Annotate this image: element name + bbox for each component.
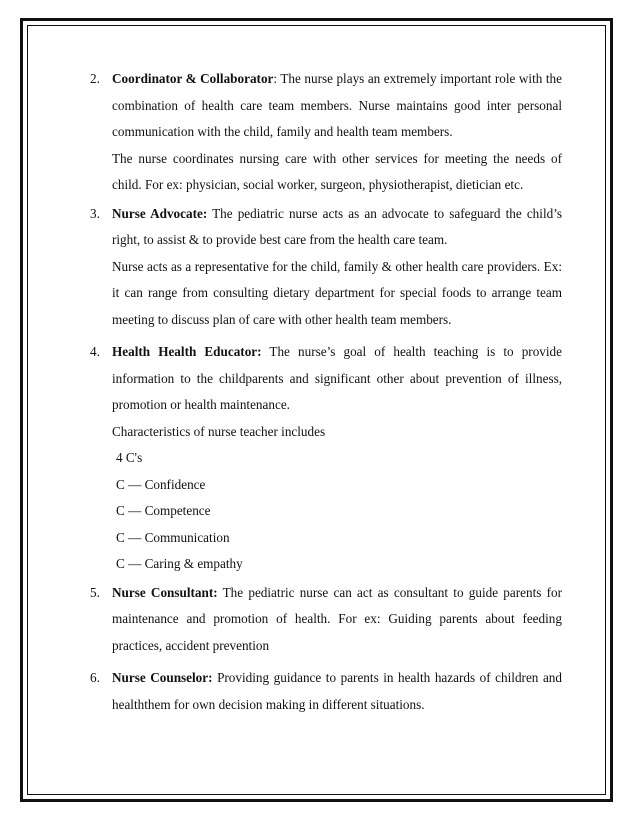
item-title: Coordinator & Collaborator [112,71,274,86]
list-line: C — Confidence [116,476,206,492]
item-number: 2. [90,71,100,86]
item-text: Providing guidance to parents in health hazards of children and healththem for own decision making in different situations. [112,670,562,712]
item-text: The nurse’s goal of health teaching is to provide information to the childparents and significant other about prevention of illness, promotion or health maintenance. [112,344,562,412]
item-title: Nurse Counselor: [112,670,213,685]
list-line: C — Caring & empathy [116,556,243,571]
item-text-2: The nurse coordinates nursing care with other services for meeting the needs of child. For ex: physician, social worker, surgeon, physiotherapist, dietician etc. [112,150,562,192]
item-title: Health Health Educator: [112,344,262,359]
list-item-counselor [90,665,562,718]
list-item-advocate [90,201,562,334]
list-item-educator [90,339,562,578]
document-content [90,66,562,718]
list-item-consultant [90,580,562,660]
item-text: The pediatric nurse acts as an advocate to safeguard the child’s right, to assist & to provide best care from the health care team. [112,205,562,247]
item-title: Nurse Advocate: [112,205,208,221]
item-title: Nurse Consultant: [112,584,218,600]
list-item-coordinator [90,66,562,199]
item-number: 6. [90,670,100,685]
item-number: 4. [90,344,100,359]
item-number: 3. [90,205,100,221]
list-line: C — Competence [116,503,211,518]
list-heading: 4 C's [116,450,143,465]
item-text-2: Nurse acts as a representative for the child, family & other health care providers. Ex: it can range from consulting dietary department for special foods to arrange team meeting to discuss plan of care with other health team members. [112,258,562,327]
item-text: : The nurse plays an extremely important role with the combination of health care team members. Nurse maintains good inter personal communication with the child, family and health team members. [112,71,562,139]
list-line: C — Communication [116,529,230,545]
item-text-2: Characteristics of nurse teacher includes [112,423,326,439]
item-text: The pediatric nurse can act as consultant to guide parents for maintenance and promotion of health. For ex: Guiding parents about feeding practices, accident prevention [112,584,562,653]
item-number: 5. [90,584,100,600]
